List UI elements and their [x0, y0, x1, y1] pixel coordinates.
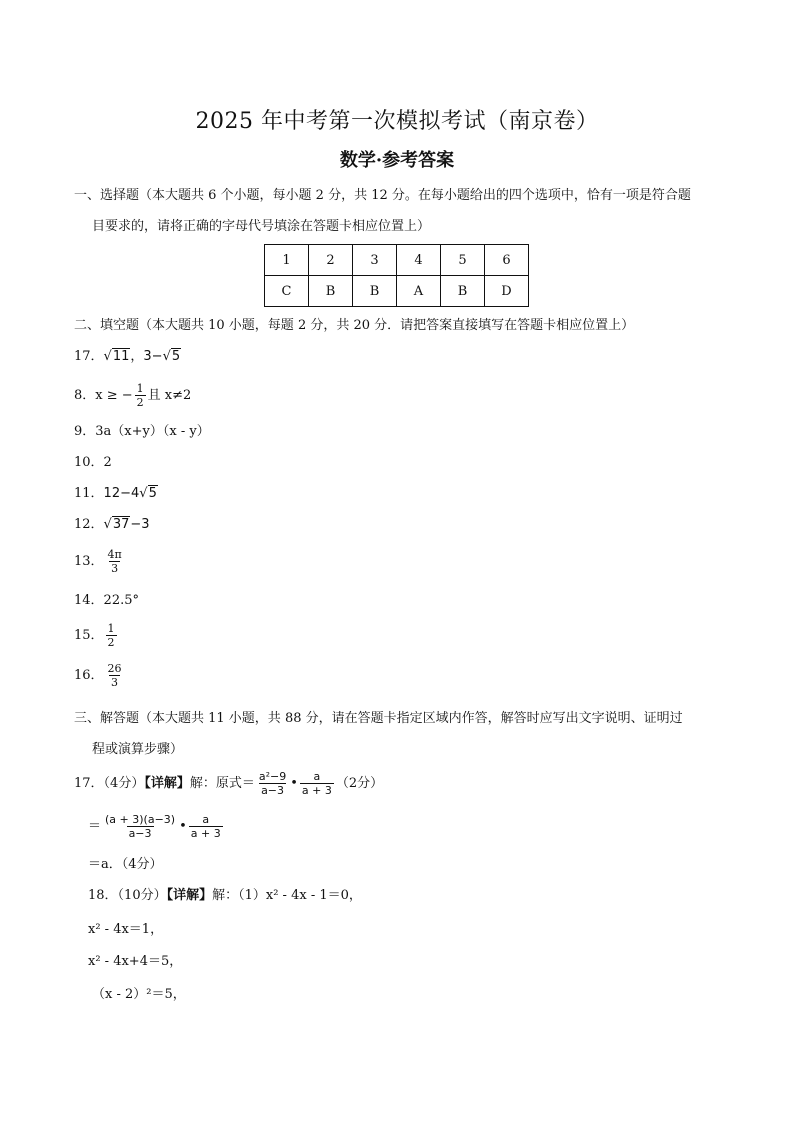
table-cell: 6 [485, 245, 529, 276]
answer-q15: 15． $\frac{1}{2}$ [74, 622, 115, 649]
solution-q18-step3: （x - 2）²＝5， [92, 987, 186, 1002]
answer-q12: 12．√37−3 [74, 517, 150, 532]
table-row-answers [265, 276, 529, 307]
solution-q18-step2: x² - 4x+4＝5， [88, 954, 183, 969]
table-cell: 1 [265, 245, 309, 276]
table-cell: 4 [397, 245, 441, 276]
table-cell: C [265, 276, 309, 307]
answer-q16: 16． $\frac{26}{3}$ [74, 662, 122, 689]
section1-heading-line2: 目要求的，请将正确的字母代号填涂在答题卡相应位置上） [92, 219, 431, 234]
solution-q18-step1: x² - 4x＝1， [88, 922, 164, 937]
table-cell: 5 [441, 245, 485, 276]
page-subtitle: 数学·参考答案 [339, 150, 455, 171]
answer-q13: 13． $\frac{4\pi}{3}$ [74, 548, 122, 575]
table-cell: B [309, 276, 353, 307]
choice-answer-table [264, 244, 529, 307]
table-cell: B [441, 276, 485, 307]
section3-heading-line2: 程或演算步骤） [92, 742, 184, 757]
section2-heading: 二、填空题（本大题共 10 小题，每题 2 分，共 20 分．请把答案直接填写在答题卡相应位置上） [74, 318, 635, 333]
table-row-numbers [265, 245, 529, 276]
solution-q18: 18．（10分）【详解】解：（1）x² - 4x - 1＝0， [88, 888, 362, 903]
solution-q17-result: ＝a．（4分） [88, 857, 163, 872]
answer-q9: 9．3a（x+y）（x - y） [74, 424, 210, 439]
solution-q17-step2: ＝ $\frac{(a + 3)(a-3)}{a-3}$ • $\frac{a}{a + 3}$ [88, 813, 221, 840]
answer-q10: 10．2 [74, 455, 112, 470]
table-cell: 3 [353, 245, 397, 276]
table-cell: B [353, 276, 397, 307]
answer-q8: 8．x ≥ − $\frac{1}{2}$ 且 x≠2 [74, 382, 192, 409]
answer-q14: 14．22.5° [74, 593, 139, 608]
table-cell: D [485, 276, 529, 307]
answer-q17-fill: 17．√11，3−√5 [74, 349, 181, 364]
table-cell: 2 [309, 245, 353, 276]
table-cell: A [397, 276, 441, 307]
answer-q11: 11．12−4√5 [74, 486, 157, 501]
section3-heading-line1: 三、解答题（本大题共 11 小题，共 88 分，请在答题卡指定区域内作答，解答时应写出文字说明、证明过 [74, 711, 683, 726]
page-title: 2025 年中考第一次模拟考试（南京卷） [195, 109, 599, 134]
section1-heading-line1: 一、选择题（本大题共 6 个小题，每小题 2 分，共 12 分。在每小题给出的四个选项中，恰有一项是符合题 [74, 188, 691, 203]
solution-q17: 17．（4分）【详解】解：原式＝ $\frac{\text{a²−9}}{a-3}$ • $\frac{a}{a + 3}$ （2分） [74, 770, 384, 797]
